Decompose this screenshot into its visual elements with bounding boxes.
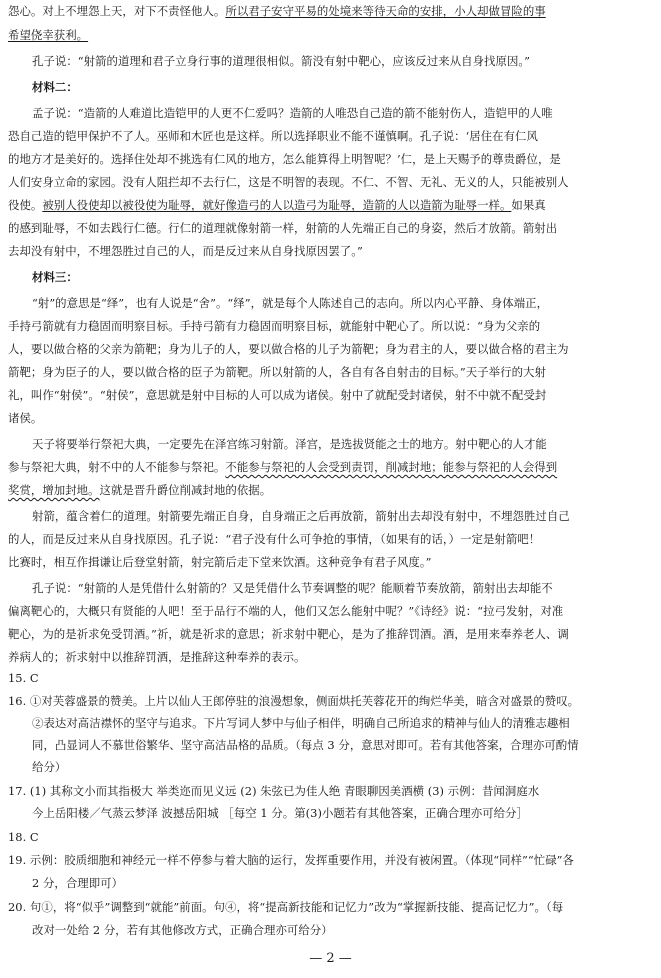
text-line [0,923,657,937]
text-line [0,152,657,166]
text-span: 去却没有射中，不埋怨胜过自己的人，而是反过来从自身找原因罢了。” [8,244,363,258]
text-span: 礼，叫作“射侯”。“射侯”，意思就是射中目标的人可以成为诸侯。射中了就配受封诸侯，射不中就不配受封 [8,388,547,402]
text-span: 的地方才是美好的。选择住处却不挑选有仁风的地方，怎么能算得上明智呢？’仁，是上天赐予的尊贵爵位，是 [8,152,561,166]
text-span: 如果真 [511,198,546,212]
text-line [0,198,657,212]
text-span: 偏离靶心的，大概只有贤能的人吧！至于品行不端的人，他们又怎么能射中呢？”《诗经》说：“拉弓发射，对准 [8,604,564,618]
text-line [0,738,657,752]
text-line [0,716,657,730]
underlined-text: 希望侥幸获利。 [8,28,89,42]
text-span: 18. C [8,830,39,844]
text-line [0,175,657,189]
text-line [0,270,657,284]
text-line [0,129,657,143]
text-span: 16. ①对芙蓉盛景的赞美。上片以仙人王郎停驻的浪漫想象，侧面烘托芙蓉花开的绚烂华美，暗含对盛景的赞叹。 [8,694,580,708]
text-span: 人，要以做合格的父亲为箭靶；身为儿子的人，要以做合格的儿子为箭靶；身为君主的人，要以做合格的君主为 [8,342,569,356]
text-line [0,806,657,820]
text-line [0,853,657,867]
text-line [0,604,657,618]
text-span: 孟子说：“造箭的人难道比造铠甲的人更不仁爱吗？造箭的人唯恐自己造的箭不能射伤人，造铠甲的人唯 [32,106,553,120]
text-span: 比赛时，相互作揖谦让后登堂射箭，射完箭后走下堂来饮酒。这种竞争有君子风度。” [8,555,432,569]
text-line [0,900,657,914]
text-span: 人们安身立命的家园。没有人阻拦却不去行仁，这是不明智的表现。不仁、不智、无礼、无义的人，只能被别人 [8,175,569,189]
text-line [0,365,657,379]
text-span: 给分） [32,760,67,774]
text-line [0,509,657,523]
text-line [0,437,657,451]
text-span: 恐自己造的铠甲保护不了人。巫师和木匠也是这样。所以选择职业不能不谨慎啊。孔子说：‘居住在有仁风 [8,129,538,143]
text-span: 今上岳阳楼／气蒸云梦泽 波撼岳阳城 ［每空 1 分。第(3)小题若有其他答案，正确合理亦可给分］ [32,806,528,820]
text-line [0,342,657,356]
page-number: — 2 — [309,951,352,966]
text-span: 役使。 [8,198,43,212]
section-heading: 材料三： [32,270,78,284]
text-line [0,411,657,425]
text-span: 的感到耻辱，不如去践行仁德。行仁的道理就像射箭一样，射箭的人先端正自己的身姿，然后才放箭。箭射出 [8,221,558,235]
text-span: 怨心。对上不埋怨上天，对下不责怪他人。 [8,4,226,18]
text-line [0,694,657,708]
text-line [0,106,657,120]
text-line [0,244,657,258]
text-line [0,319,657,333]
text-span: 这就是晋升爵位削减封地的依据。 [99,483,272,497]
text-span: 19. 示例：胶质细胞和神经元一样不停参与着大脑的运行，发挥重要作用，并没有被闲置。（体现“同样”“忙碌”各 [8,853,574,867]
text-span: “射”的意思是“绎”，也有人说是“舍”。“绎”，就是每个人陈述自己的志向。所以内心平静、身体端正， [32,296,549,310]
text-line [0,80,657,94]
text-line [0,460,657,474]
text-line [0,54,657,68]
text-line [0,627,657,641]
text-span: 孔子说：“射箭的道理和君子立身行事的道理很相似。箭没有射中靶心，应该反过来从自身找原因。” [32,54,530,68]
text-span: 孔子说：“射箭的人是凭借什么射箭的？又是凭借什么节奏调整的呢？能顺着节奏放箭，箭射出去却能不 [32,581,553,595]
text-span: 改对一处给 2 分，若有其他修改方式，正确合理亦可给分） [32,923,333,937]
text-span: 射箭，蕴含着仁的道理。射箭要先端正自身，自身端正之后再放箭，箭射出去却没有射中，不埋怨胜过自己 [32,509,570,523]
text-span: 20. 句①，将“似乎”调整到“就能”前面。句④，将“提高新技能和记忆力”改为“掌握新技能、提高记忆力”。（每 [8,900,564,914]
text-span: ②表达对高洁襟怀的坚守与追求。下片写词人梦中与仙子相伴，明确自己所追求的精神与仙人的清雅志趣相 [32,716,570,730]
text-line [0,221,657,235]
text-line [0,581,657,595]
text-span: 箭靶；身为臣子的人，要以做合格的臣子为箭靶。所以射箭的人，各自有各自射击的目标。”天子举行的大射 [8,365,546,379]
text-line [0,483,657,497]
text-span: 2 分，合理即可） [32,876,124,890]
text-span: 17. (1) 其称文小而其指极大 举类迩而见义远 (2) 朱弦已为佳人绝 青眼聊因美酒横 (3) 示例：昔闻洞庭水 [8,784,540,798]
text-line [0,28,657,42]
text-line [0,830,657,844]
section-heading: 材料二： [32,80,78,94]
text-span: 15. C [8,671,39,685]
text-span: 手持弓箭就有力稳固而明察目标。手持弓箭有力稳固而明察目标，就能射中靶心了。所以说：“身为父亲的 [8,319,541,333]
text-line [0,784,657,798]
text-line [0,650,657,664]
text-span: 养病人的；祈求射中以推辞罚酒，是推辞这种奉养的表示。 [8,650,306,664]
text-line [0,876,657,890]
text-line [0,671,657,685]
text-line [0,555,657,569]
text-line [0,532,657,546]
text-span: 同，凸显词人不慕世俗繁华、坚守高洁品格的品质。（每点 3 分，意思对即可。若有其他答案，合理亦可酌情 [32,738,579,752]
wavy-underlined-text: 奖赏，增加封地。 [8,483,100,497]
text-line [0,4,657,18]
underlined-text: 所以君子安守平易的处境来等待天命的安排，小人却做冒险的事 [225,4,546,18]
text-line [0,760,657,774]
text-span: 的人，而是反过来从自身找原因。孔子说：“君子没有什么可争抢的事情，（如果有的话，）一定是射箭吧！ [8,532,541,546]
text-line [0,296,657,310]
text-span: 靶心，为的是祈求免受罚酒。”祈，就是祈求的意思；祈求射中靶心，是为了推辞罚酒。酒，是用来奉养老人、调 [8,627,569,641]
underlined-text: 被别人役使却以被役使为耻辱，就好像造弓的人以造弓为耻辱，造箭的人以造箭为耻辱一样。 [42,198,512,212]
text-line [0,388,657,402]
wavy-underlined-text: 不能参与祭祀的人会受到责罚，削减封地；能参与祭祀的人会得到 [225,460,558,474]
text-span: 天子将要举行祭祀大典，一定要先在泽宫练习射箭。泽宫，是选拔贤能之士的地方。射中靶心的人才能 [32,437,547,451]
text-span: 参与祭祀大典，射不中的人不能参与祭祀。 [8,460,226,474]
text-span: 诸侯。 [8,411,43,425]
